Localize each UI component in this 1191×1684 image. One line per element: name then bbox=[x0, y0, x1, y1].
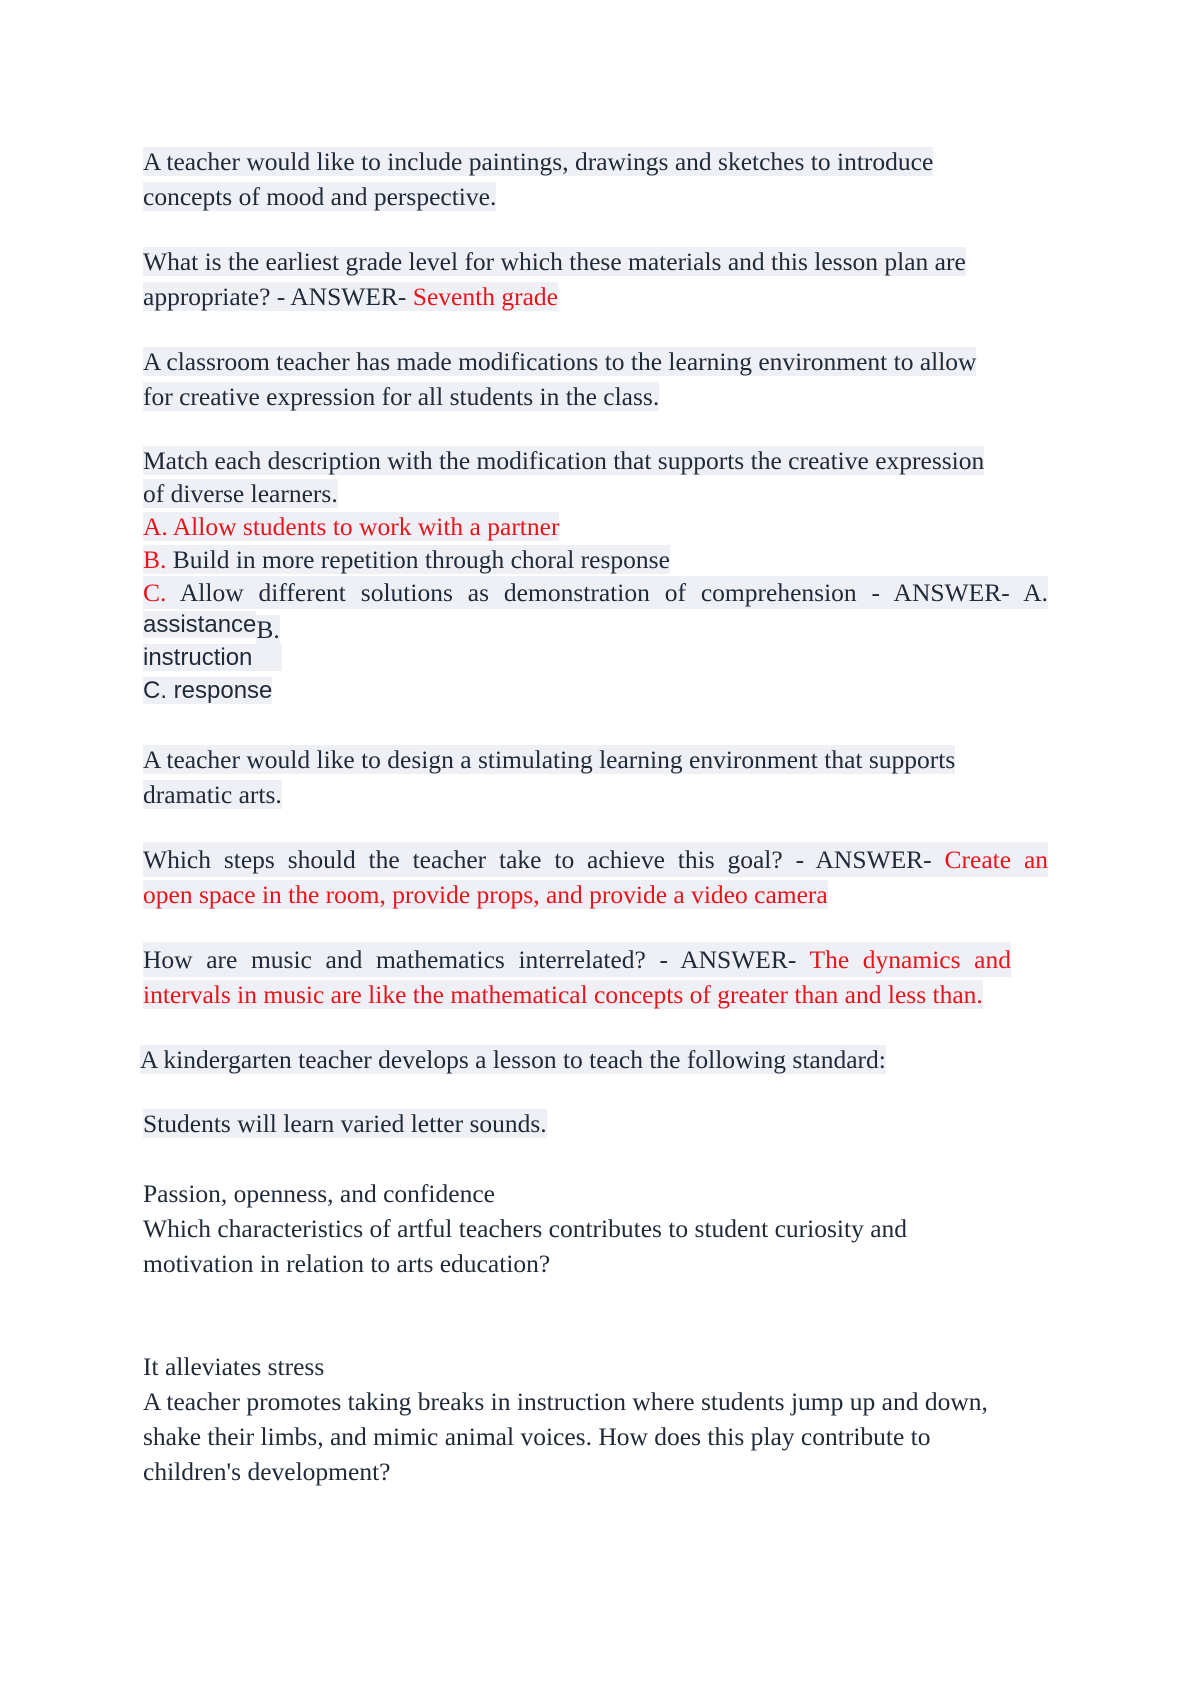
item-text: Build in more repetition through choral response bbox=[172, 545, 670, 574]
q3-answer-start: Create an bbox=[944, 845, 1049, 874]
q4-answer-start: The dynamics and bbox=[809, 945, 1011, 974]
answer-b: instruction bbox=[143, 644, 282, 671]
text-line: for creative expression for all students in the class. bbox=[143, 382, 660, 411]
q3-intro bbox=[143, 742, 955, 812]
text-line: A teacher would like to design a stimulating learning environment that supports bbox=[143, 745, 956, 774]
q4-answer-line: intervals in music are like the mathematical concepts of greater than and less than. bbox=[143, 980, 983, 1009]
q3-answer-line: open space in the room, provide props, and provide a video camera bbox=[143, 880, 828, 909]
item-letter: A. bbox=[143, 512, 168, 541]
text-line: Students will learn varied letter sounds. bbox=[143, 1109, 547, 1138]
q1-answer: Seventh grade bbox=[412, 282, 558, 311]
q7-block bbox=[143, 1349, 988, 1489]
text-line: appropriate? - ANSWER- bbox=[143, 282, 413, 311]
q2-intro bbox=[143, 344, 976, 414]
text-line: concepts of mood and perspective. bbox=[143, 182, 497, 211]
text-line: A classroom teacher has made modifications to the learning environment to allow bbox=[143, 347, 977, 376]
text-line: How are music and mathematics interrelated? - ANSWER- bbox=[143, 945, 797, 974]
text-line: shake their limbs, and mimic animal voices. How does this play contribute to bbox=[143, 1422, 931, 1451]
text-line: motivation in relation to arts education? bbox=[143, 1249, 551, 1278]
item-letter: C. bbox=[143, 578, 167, 607]
text-line: Which steps should the teacher take to achieve this goal? - ANSWER- bbox=[143, 845, 932, 874]
q2-answers bbox=[143, 608, 282, 707]
text-line: children's development? bbox=[143, 1457, 391, 1486]
answer-b-letter: B. bbox=[256, 615, 280, 644]
text-line: A kindergarten teacher develops a lesson to teach the following standard: bbox=[140, 1045, 886, 1074]
text-line: Match each description with the modification that supports the creative expression bbox=[143, 446, 985, 475]
q4-question bbox=[143, 942, 1011, 1012]
answer-a: assistance bbox=[143, 611, 257, 638]
q5-intro bbox=[140, 1042, 886, 1077]
q6-block bbox=[143, 1176, 907, 1281]
q6-answer: Passion, openness, and confidence bbox=[143, 1179, 495, 1208]
q3-question bbox=[143, 842, 1048, 912]
text-line: of diverse learners. bbox=[143, 479, 338, 508]
q4-question-line bbox=[143, 942, 1011, 977]
item-letter: B. bbox=[143, 545, 167, 574]
q1-intro bbox=[143, 144, 933, 214]
q7-answer: It alleviates stress bbox=[143, 1352, 325, 1381]
item-text: Allow students to work with a partner bbox=[172, 512, 560, 541]
text-line: Which characteristics of artful teachers contributes to student curiosity and bbox=[143, 1214, 908, 1243]
q3-question-line bbox=[143, 842, 1048, 877]
item-text: Allow different solutions as demonstration of comprehension - ANSWER- A. bbox=[179, 578, 1048, 607]
q1-question bbox=[143, 244, 966, 314]
text-line: A teacher would like to include paintings, drawings and sketches to introduce bbox=[143, 147, 934, 176]
text-line: What is the earliest grade level for which these materials and this lesson plan are bbox=[143, 247, 966, 276]
q2-item-c bbox=[143, 576, 1048, 609]
q5-standard bbox=[143, 1106, 547, 1141]
text-line: A teacher promotes taking breaks in instruction where students jump up and down, bbox=[143, 1387, 988, 1416]
answer-c: C. response bbox=[143, 677, 273, 704]
text-line: dramatic arts. bbox=[143, 780, 282, 809]
q2-question bbox=[143, 444, 1048, 609]
